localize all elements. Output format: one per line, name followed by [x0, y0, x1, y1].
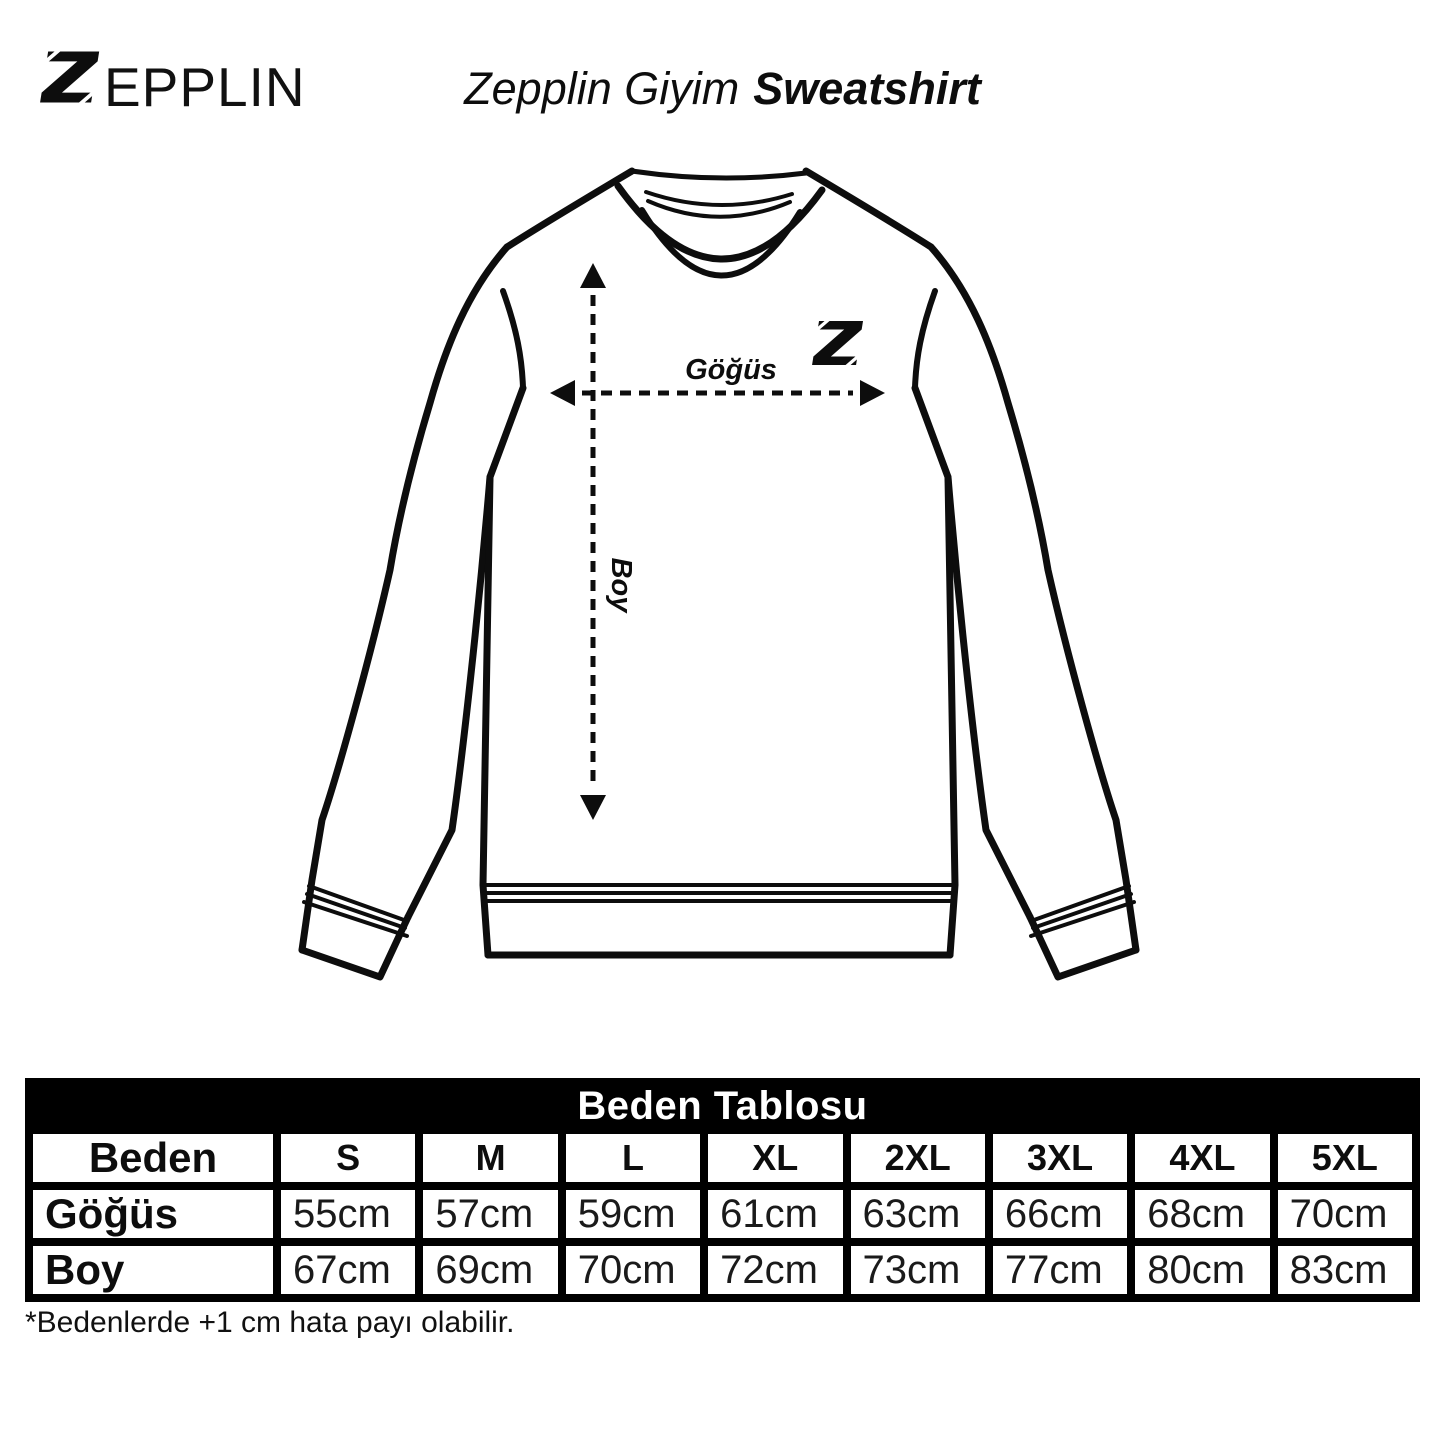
right-sleeve-inner	[915, 388, 1030, 917]
waistband-rib-lines	[484, 885, 954, 901]
size-header-4xl: 4XL	[1135, 1134, 1269, 1182]
title-bold: Sweatshirt	[753, 63, 981, 114]
size-header-5xl: 5XL	[1278, 1134, 1412, 1182]
length-value-5xl: 83cm	[1278, 1246, 1412, 1294]
right-sleeve-outer	[806, 171, 1136, 950]
left-raglan-seam	[503, 291, 523, 388]
chest-arrowhead-left	[550, 380, 575, 406]
chest-value-l: 59cm	[566, 1190, 700, 1238]
length-value-m: 69cm	[423, 1246, 557, 1294]
length-value-s: 67cm	[281, 1246, 415, 1294]
size-header-xl: XL	[708, 1134, 842, 1182]
chest-value-5xl: 70cm	[1278, 1190, 1412, 1238]
chest-arrowhead-right	[860, 380, 885, 406]
size-header-3xl: 3XL	[993, 1134, 1127, 1182]
right-cuff	[1030, 917, 1136, 977]
right-raglan-seam	[915, 291, 935, 388]
right-cuff-rib-lines	[1031, 886, 1134, 936]
collar-top-edge	[632, 171, 806, 178]
length-value-4xl: 80cm	[1135, 1246, 1269, 1294]
size-table	[25, 1078, 1420, 1302]
left-sleeve-inner	[408, 388, 523, 917]
chest-value-m: 57cm	[423, 1190, 557, 1238]
size-header-m: M	[423, 1134, 557, 1182]
length-arrowhead-top	[580, 263, 606, 288]
collar-rib-line-1	[646, 192, 792, 205]
zepplin-z-icon	[800, 310, 872, 372]
chest-value-s: 55cm	[281, 1190, 415, 1238]
size-header-l: L	[566, 1134, 700, 1182]
length-arrowhead-bottom	[580, 795, 606, 820]
row-label-chest: Göğüs	[33, 1190, 273, 1238]
chest-value-xl: 61cm	[708, 1190, 842, 1238]
size-column-header: Beden	[33, 1134, 273, 1182]
length-measure	[580, 263, 637, 820]
length-measure-label: Boy	[605, 557, 637, 613]
left-cuff	[302, 917, 408, 977]
row-label-length: Boy	[33, 1246, 273, 1294]
left-cuff-rib-lines	[304, 886, 407, 936]
length-value-2xl: 73cm	[851, 1246, 985, 1294]
collar-band-seam	[642, 210, 800, 276]
chest-value-4xl: 68cm	[1135, 1190, 1269, 1238]
chest-value-2xl: 63cm	[851, 1190, 985, 1238]
chest-value-3xl: 66cm	[993, 1190, 1127, 1238]
length-value-l: 70cm	[566, 1246, 700, 1294]
length-value-xl: 72cm	[708, 1246, 842, 1294]
length-value-3xl: 77cm	[993, 1246, 1127, 1294]
size-header-2xl: 2XL	[851, 1134, 985, 1182]
size-table-title: Beden Tablosu	[577, 1083, 868, 1128]
footnote: *Bedenlerde +1 cm hata payı olabilir.	[25, 1306, 515, 1339]
title-regular: Zepplin Giyim	[464, 63, 740, 114]
chest-measure-label: Göğüs	[685, 354, 777, 386]
brand-wordmark: EPPLIN	[104, 56, 306, 118]
size-header-s: S	[281, 1134, 415, 1182]
